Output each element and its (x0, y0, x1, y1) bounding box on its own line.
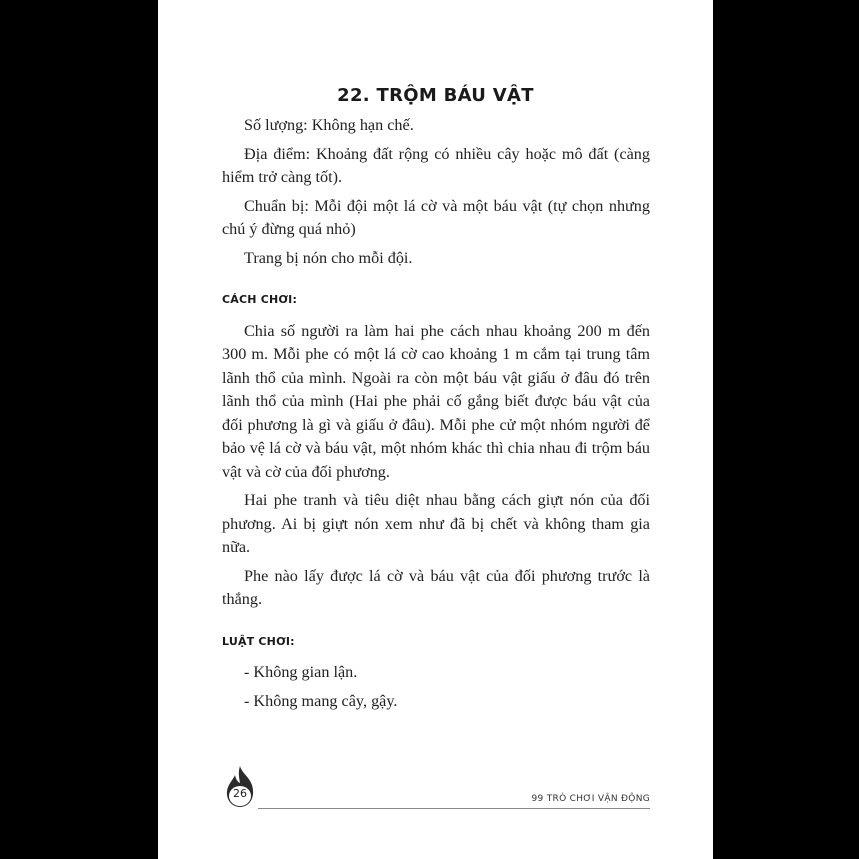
rule-item: - Không mang cây, gậy. (244, 691, 398, 710)
intro-paragraph: Số lượng: Không hạn chế. (244, 116, 414, 134)
page-title: 22. TRỘM BÁU VẬT (337, 85, 534, 106)
rule-item: - Không gian lận. (244, 663, 358, 681)
intro-paragraph: Địa điểm: Khoảng đất rộng có nhiều cây hoặc mô đất (càng hiểm trở càng tốt). (222, 144, 650, 186)
section-heading-rules: LUẬT CHƠI: (222, 634, 295, 648)
play-paragraph: Hai phe tranh và tiêu diệt nhau bằng cách giựt nón của đối phương. Ai bị giựt nón xem như đã bị chết và không tham gia nữa. (222, 491, 650, 556)
page-number: 26 (233, 787, 247, 800)
section-heading-play: CÁCH CHƠI: (222, 293, 298, 306)
play-paragraph: Phe nào lấy được lá cờ và báu vật của đối phương trước là thắng. (222, 566, 650, 608)
book-page (158, 0, 713, 859)
intro-paragraph: Chuẩn bị: Mỗi đội một lá cờ và một báu vật (tự chọn nhưng chú ý đừng quá nhỏ) (222, 196, 650, 238)
page-content (222, 114, 650, 713)
footer-divider (258, 808, 650, 809)
play-paragraph: Chia số người ra làm hai phe cách nhau khoảng 200 m đến 300 m. Mỗi phe có một lá cờ cao khoảng 1 m cắm tại trung tâm lãnh thổ của mình. Ngoài ra còn một báu vật giấu ở đâu đó trên lãnh thổ của mình (Hai phe phải cố gắng biết được báu vật của đối phương là gì và giấu ở đâu). Mỗi phe cử một nhóm người để bảo vệ lá cờ và báu vật, một nhóm khác thì chia nhau đi trộm báu vật và cờ của đối phương. (222, 321, 650, 481)
intro-paragraph: Trang bị nón cho mỗi đội. (244, 248, 413, 267)
page-number-badge (222, 764, 258, 810)
running-footer-title: 99 TRÒ CHƠI VẬN ĐỘNG (531, 794, 650, 804)
